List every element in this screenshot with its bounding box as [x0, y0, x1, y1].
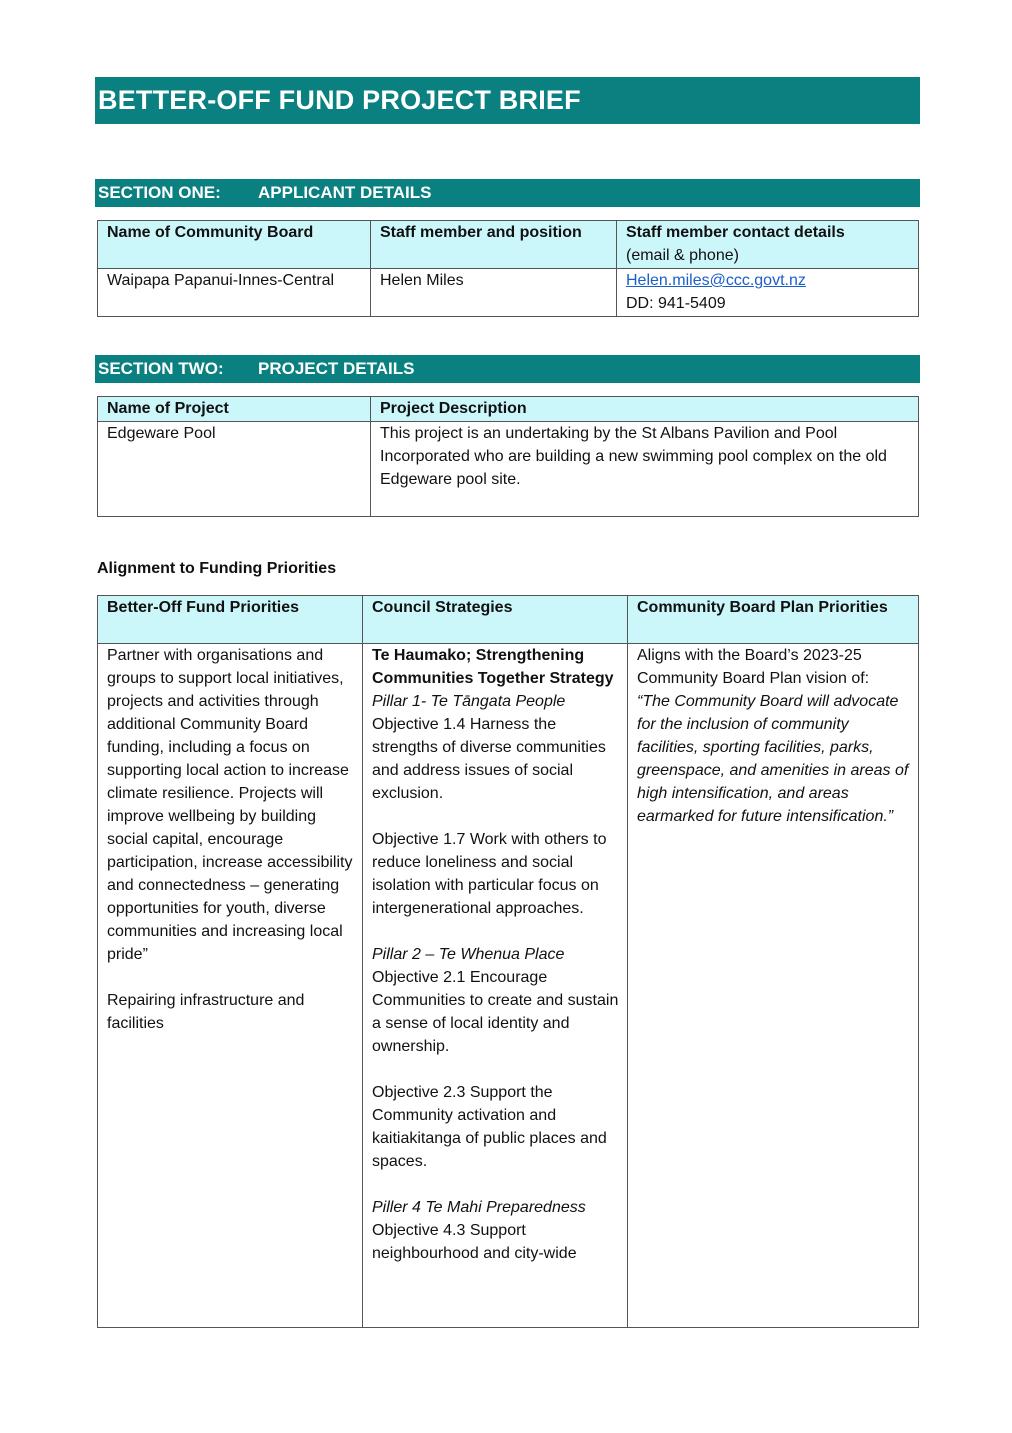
objective-1-7: Objective 1.7 Work with others to reduce loneliness and social isolation with particular focus on intergenerational approaches.	[372, 831, 607, 917]
project-description: This project is an undertaking by the St Albans Pavilion and Pool Incorporated who are building a new swimming pool complex on the old Edgeware pool site.	[371, 422, 919, 517]
section-two-header	[95, 355, 920, 383]
header-board-plan-priorities: Community Board Plan Priorities	[628, 596, 919, 644]
alignment-header-row	[98, 596, 919, 644]
staff-phone: DD: 941-5409	[626, 295, 726, 312]
board-plan-cell	[628, 644, 919, 1328]
contact-details-cell	[617, 269, 919, 317]
header-contact-details	[617, 221, 919, 269]
section-one-name: APPLICANT DETAILS	[258, 183, 432, 202]
applicant-header-row	[98, 221, 919, 269]
project-name: Edgeware Pool	[98, 422, 371, 517]
fund-priority-infrastructure: Repairing infrastructure and facilities	[107, 992, 305, 1032]
header-project-description: Project Description	[371, 397, 919, 422]
section-one-header	[95, 179, 920, 207]
alignment-table	[97, 595, 919, 1328]
alignment-row	[98, 644, 919, 1328]
document-title: BETTER-OFF FUND PROJECT BRIEF	[95, 77, 920, 124]
project-details-table	[97, 396, 919, 517]
staff-email-link[interactable]: Helen.miles@ccc.govt.nz	[626, 272, 806, 289]
project-header-row	[98, 397, 919, 422]
fund-priorities-cell	[98, 644, 363, 1328]
staff-member-name: Helen Miles	[371, 269, 617, 317]
objective-4-3: Objective 4.3 Support neighbourhood and city-wide	[372, 1222, 577, 1262]
applicant-row	[98, 269, 919, 317]
applicant-details-table	[97, 220, 919, 317]
fund-priority-partner: Partner with organisations and groups to support local initiatives, projects and activities through additional Community Board funding, including a focus on supporting local action to increase climate resilience. Projects will improve wellbeing by building social capital, encourage participation, increase accessibility and connectedness – generating opportunities for youth, diverse communities and increasing local pride”	[107, 647, 353, 963]
header-fund-priorities: Better-Off Fund Priorities	[98, 596, 363, 644]
council-strategies-cell	[363, 644, 628, 1328]
objective-1-4: Objective 1.4 Harness the strengths of diverse communities and address issues of social exclusion.	[372, 716, 606, 802]
section-one-number: SECTION ONE:	[98, 183, 221, 202]
alignment-heading: Alignment to Funding Priorities	[97, 560, 337, 577]
board-plan-intro: Aligns with the Board’s 2023-25 Community Board Plan vision of:	[637, 647, 870, 687]
objective-2-3: Objective 2.3 Support the Community activation and kaitiakitanga of public places and spaces.	[372, 1084, 607, 1170]
pillar-1: Pillar 1- Te Tāngata People	[372, 693, 566, 710]
header-staff-member: Staff member and position	[371, 221, 617, 269]
section-two-name: PROJECT DETAILS	[258, 359, 415, 378]
pillar-2: Pillar 2 – Te Whenua Place	[372, 946, 565, 963]
section-two-number: SECTION TWO:	[98, 359, 224, 378]
header-council-strategies: Council Strategies	[363, 596, 628, 644]
header-community-board: Name of Community Board	[98, 221, 371, 269]
header-contact-label: Staff member contact details	[626, 224, 845, 241]
board-plan-quote: “The Community Board will advocate for the inclusion of community facilities, sporting facilities, parks, greenspace, and amenities in areas of high intensification, and areas earmarked for future intensification.”	[637, 693, 909, 825]
header-project-name: Name of Project	[98, 397, 371, 422]
objective-2-1: Objective 2.1 Encourage Communities to create and sustain a sense of local identity and ownership.	[372, 969, 619, 1055]
pillar-4: Piller 4 Te Mahi Preparedness	[372, 1199, 586, 1216]
community-board-name: Waipapa Papanui-Innes-Central	[98, 269, 371, 317]
strategy-name: Te Haumako; Strengthening Communities Together Strategy	[372, 647, 614, 687]
project-row	[98, 422, 919, 517]
header-contact-sub: (email & phone)	[626, 247, 739, 264]
